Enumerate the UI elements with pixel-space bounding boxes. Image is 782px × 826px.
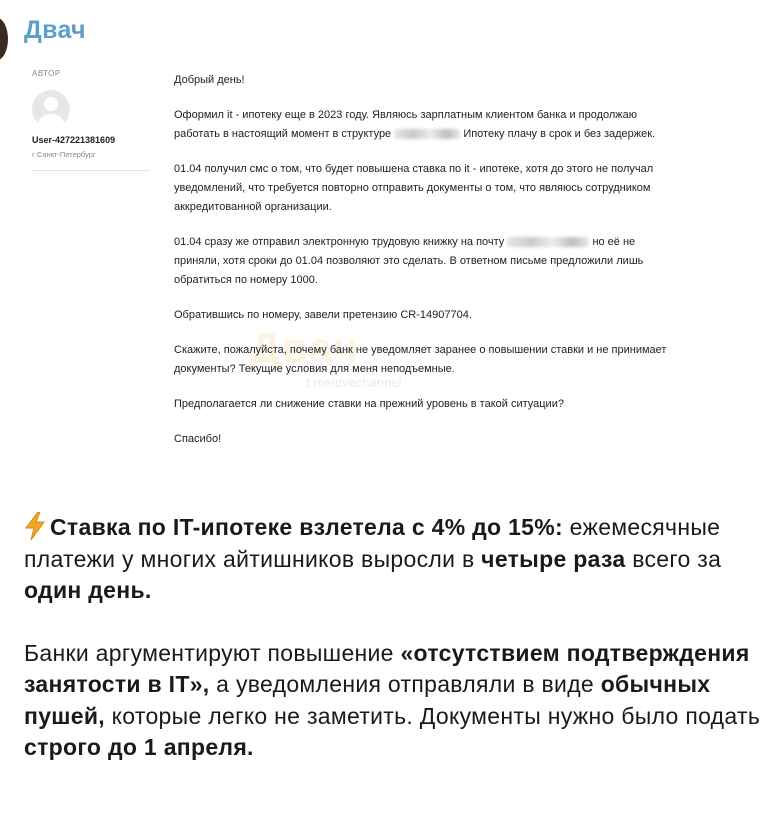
author-username: User-427221381609 bbox=[32, 135, 116, 145]
letter-closing: Спасибо! bbox=[174, 433, 222, 445]
watermark-link: t.me/dvachannel bbox=[306, 375, 402, 390]
letter-paragraph: Скажите, пожалуйста, почему банк не уведомляет заранее о повышении ставки и не принимает документы? Текущие условия для меня неподъемные. bbox=[174, 344, 667, 375]
author-divider bbox=[32, 170, 150, 171]
letter-paragraph: 01.04 получил смс о том, что будет повышена ставка по it - ипотеке, хотя до этого не получал уведомлений, что требуется повторно отправить документы о том, что являюсь сотрудником аккредитованной организации. bbox=[174, 163, 654, 213]
post-caption bbox=[24, 512, 764, 764]
redacted-blur bbox=[507, 237, 589, 247]
watermark-logo: Двач bbox=[250, 324, 360, 371]
letter-paragraph: 01.04 сразу же отправил электронную трудовую книжку на почту но её не приняли, хотя сроки до 01.04 позволяют это сделать. В ответном письме предложили лишь обратиться по номеру 1000. bbox=[174, 236, 644, 286]
author-label: АВТОР bbox=[32, 69, 61, 78]
complaint-letter bbox=[174, 71, 674, 465]
redacted-blur bbox=[394, 129, 460, 139]
caption-paragraph: Ставка по IT-ипотеке взлетела с 4% до 15%: ежемесячные платежи у многих айтишников выросли в четыре раза всего за один день. bbox=[24, 514, 722, 603]
channel-name[interactable]: Двач bbox=[24, 16, 86, 44]
letter-paragraph: Обратившись по номеру, завели претензию CR-14907704. bbox=[174, 309, 472, 321]
letter-paragraph: Оформил it - ипотеку еще в 2023 году. Являюсь зарплатным клиентом банка и продолжаю работать в настоящий момент в структуре Ипотеку плачу в срок и без задержек. bbox=[174, 109, 656, 140]
lightning-bolt-icon bbox=[24, 512, 46, 540]
channel-avatar[interactable] bbox=[0, 18, 8, 60]
letter-greeting: Добрый день! bbox=[174, 74, 245, 86]
author-city: г Санкт-Петербург bbox=[32, 150, 96, 159]
avatar bbox=[32, 90, 70, 128]
letter-paragraph: Предполагается ли снижение ставки на прежний уровень в такой ситуации? bbox=[174, 398, 564, 410]
caption-paragraph: Банки аргументируют повышение «отсутствием подтверждения занятости в IT», а уведомления отправляли в виде обычных пушей, которые легко не заметить. Документы нужно было подать строго до 1 апреля. bbox=[24, 639, 761, 760]
post-screenshot-image[interactable] bbox=[26, 62, 682, 490]
